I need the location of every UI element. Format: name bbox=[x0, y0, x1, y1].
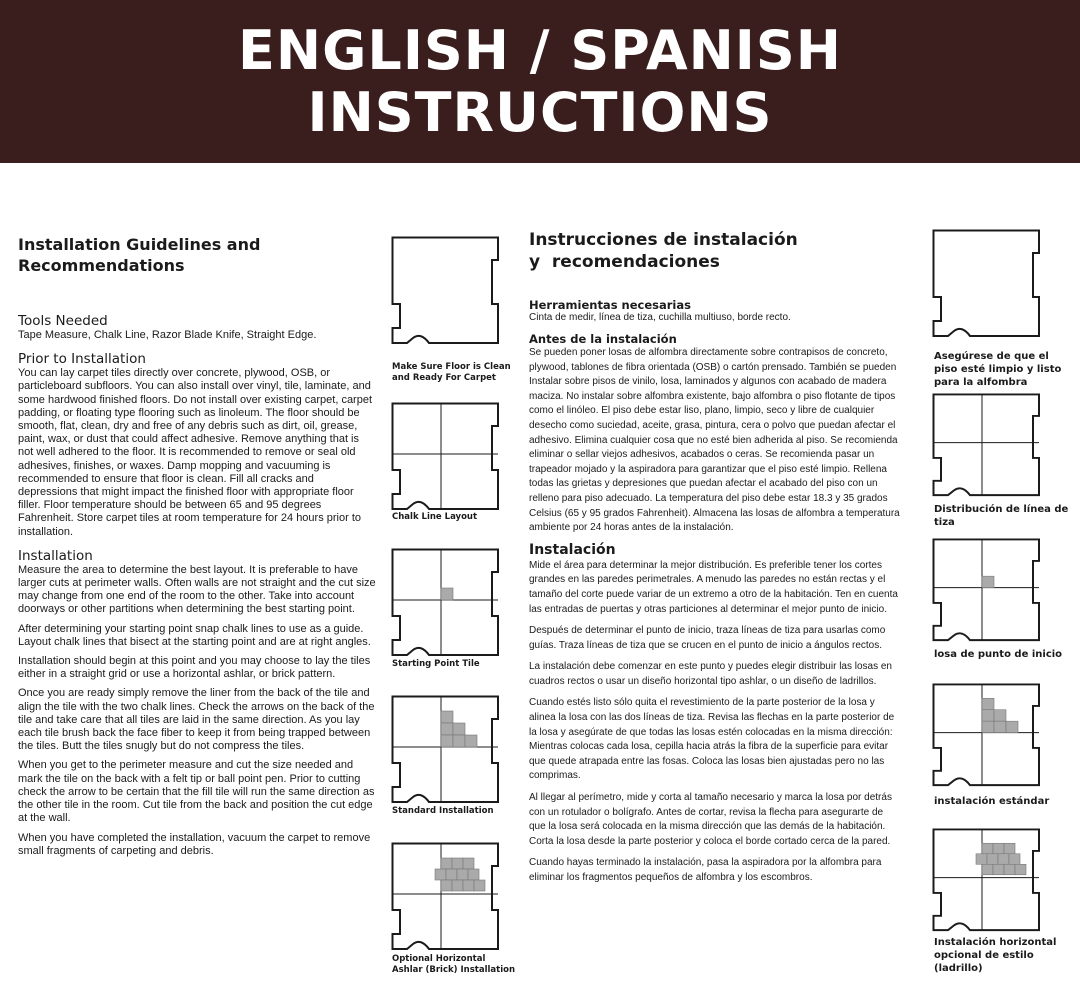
spanish-install-paragraph: Cuando estés listo sólo quita el revestimiento de la parte posterior de la losa y alinea la losa con las dos líneas de tiza. Revisa las flechas en la parte posterior de la losa y asegúrate de que todas las losas estén colocadas en la misma dirección: Mientras colocas cada losa, cepilla hacia atrás la fibra de la superficie para evitar que quede atrapada entre las fosas. Coloca las losas bien ajustadas pero no las comprimas. bbox=[529, 697, 895, 782]
spanish-title-line-2: y recomendaciones bbox=[529, 252, 720, 272]
floor-outline-icon bbox=[932, 229, 1042, 347]
english-install-paragraph: When you have completed the installation, vacuum the carpet to remove small fragments of carpeting and debris. bbox=[18, 831, 371, 857]
spanish-install-paragraph: Mide el área para determinar la mejor distribución. Es preferible tener los cortes grandes en las paredes perimetrales. A menudo las paredes no están rectas y el tamaño del corte puede variar de un extremo a otro de la habitación. Ten en cuenta las entradas de puertas y otras particiones al determinar el mejor punto de inicio. bbox=[529, 559, 898, 615]
spanish-install-paragraph: Cuando hayas terminado la instalación, pasa la aspiradora por la alfombra para eliminar los fragmentos pequeños de alfombra y los escombros. bbox=[529, 857, 882, 883]
caption-starting-tile-es: losa de punto de inicio bbox=[934, 649, 1063, 660]
english-prior-heading: Prior to Installation bbox=[18, 351, 146, 368]
english-instructions bbox=[18, 234, 376, 858]
caption-starting-tile: Starting Point Tile bbox=[392, 659, 480, 669]
header-banner bbox=[0, 0, 1080, 163]
starting-tile-icon bbox=[932, 538, 1042, 643]
spanish-install-paragraph: Después de determinar el punto de inicio, traza líneas de tiza para usarlas como guías. Traza líneas de tiza que se crucen en el punto de inicio a ángulos rectos. bbox=[529, 625, 886, 651]
chalk-line-icon bbox=[932, 393, 1042, 498]
caption-clean-floor-es: Asegúrese de que el piso esté limpio y listo para la alfombra bbox=[934, 351, 1062, 388]
spanish-install-paragraph: La instalación debe comenzar en este punto y puedes elegir distribuir las losas en cuadros rectos o usar un diseño horizontal tipo ashlar, o un diseño de ladrillos. bbox=[529, 661, 892, 687]
caption-standard-install: Standard Installation bbox=[392, 806, 494, 816]
english-prior-text: You can lay carpet tiles directly over concrete, plywood, OSB, or particleboard subfloors. You can also install over vinyl, tile, laminate, and some hardwood finished floors. Do not install over existing carpet, carpet padding, or floating type flooring such as linoleum. The floor should be smooth, flat, clean, dry and free of any debris such as dirt, oil, grease, paint, wax, or dust that could affect adhesive. Remove anything that is not well adhered to the floor. It is recommended to remove or seal old adhesives, finishes, or waxes. Damp mopping and vacuuming is recommended to ensure that floor is clean. Fill all cracks and depressions that might impact the finished floor with appropriate floor filler. Floor temperature should be between 65 and 95 degrees Fahrenheit. Store carpet tiles at room temperature for 24 hours prior to installation. bbox=[18, 367, 373, 538]
standard-install-icon bbox=[932, 683, 1042, 788]
caption-standard-install-es: instalación estándar bbox=[934, 796, 1050, 807]
floor-outline-icon bbox=[391, 236, 501, 346]
english-install-paragraph: After determining your starting point snap chalk lines to use as a guide. Layout chalk lines that bisect at the starting point and are at right angles. bbox=[18, 622, 371, 648]
caption-ashlar-install: Optional Horizontal Ashlar (Brick) Installation bbox=[392, 954, 515, 975]
chalk-line-icon bbox=[391, 402, 501, 512]
spanish-tools-heading: Herramientas necesarias bbox=[529, 298, 691, 312]
caption-clean-floor: Make Sure Floor is Clean and Ready For Carpet bbox=[392, 362, 511, 383]
english-tools-text: Tape Measure, Chalk Line, Razor Blade Knife, Straight Edge. bbox=[18, 329, 317, 341]
ashlar-install-icon bbox=[932, 828, 1042, 933]
english-install-paragraph: Measure the area to determine the best layout. It is preferable to have larger cuts at perimeter walls. Often walls are not straight and the cut size may change from one end of the room to the other. Take into account doorways or other partitions when determining the best starting point. bbox=[18, 563, 376, 616]
spanish-instructions bbox=[529, 229, 901, 886]
spanish-install-paragraph: Al llegar al perímetro, mide y corta al tamaño necesario y marca la losa por detrás con un rotulador o bolígrafo. Antes de cortar, revisa la flecha para asegurarte de que la losa será colocada en la misma dirección que las demás de la habitación. Corta la losa desde la parte posterior y coloca el borde cortado cerca de la pared. bbox=[529, 792, 892, 847]
standard-install-icon bbox=[391, 695, 501, 805]
caption-chalk-line: Chalk Line Layout bbox=[392, 512, 478, 522]
english-install-heading: Installation bbox=[18, 547, 93, 564]
banner-title-line-1: ENGLISH / SPANISH bbox=[238, 18, 842, 82]
english-install-paragraph: When you get to the perimeter measure and cut the size needed and mark the tile on the back with a felt tip or ball point pen. Prior to cutting check the arrow to be certain that the fill tile will run the same direction as the other tile in the room. Cut tile from the back and position the cut edge at the wall. bbox=[18, 759, 375, 825]
starting-tile-icon bbox=[391, 548, 501, 658]
english-install-paragraph: Installation should begin at this point and you may choose to lay the tiles either in a straight grid or use a horizontal ashlar, or brick pattern. bbox=[18, 655, 371, 681]
caption-ashlar-install-es: Instalación horizontal opcional de estilo (ladrillo) bbox=[934, 937, 1057, 974]
spanish-install-heading: Instalación bbox=[529, 541, 616, 558]
spanish-prior-heading: Antes de la instalación bbox=[529, 332, 677, 346]
spanish-prior-text: Se pueden poner losas de alfombra directamente sobre contrapisos de concreto, plywood, tablones de fibra orientada (OSB) o cartón prensado. También se pueden Instalar sobre pisos de vinilo, losa, laminados y algunos con acabado de madera maciza. No instalar sobre alfombra existente, bajo alfombra o piso flotante de tipos como el linóleo. El piso debe estar liso, plano, limpio, seco y libre de cualquier desecho como suciedad, aceite, grasa, pintura, cera o polvo que puedan afectar el adhesivo. Elimina cualquier cosa que no esté bien adherida al piso. Se recomienda eliminar o sellar viejos adhesivos, acabados o ceras. Se recomienda pasar un trapeador mojado y la aspiradora para garantizar que el piso esté limpio. Rellena todas las grietas y depresiones que puedan afectar el acabado del piso con un relleno para piso adecuado. La temperatura del piso debe estar 18.3 y 35 grados Celsius (65 y 95 grados Fahrenheit). Almacena las losas de alfombra a temperatura ambiente por 24 horas antes de la instalación. bbox=[529, 347, 900, 534]
ashlar-install-icon bbox=[391, 842, 501, 952]
spanish-title-line-1: Instrucciones de instalación bbox=[529, 230, 798, 250]
banner-title-line-2: INSTRUCTIONS bbox=[307, 80, 773, 144]
english-install-paragraph: Once you are ready simply remove the liner from the back of the tile and align the tile with the two chalk lines. Check the arrows on the back of the tile and take care that all tiles are laid in the same direction. As you lay each tile brush back the face fiber to keep it from being trapped between the tiles. Butt the tiles snugly but do not compress the tiles. bbox=[18, 687, 375, 753]
spanish-tools-text: Cinta de medir, línea de tiza, cuchilla multiuso, borde recto. bbox=[529, 312, 791, 323]
caption-chalk-line-es: Distribución de línea de tiza bbox=[934, 504, 1069, 528]
english-title: Installation Guidelines and Recommendations bbox=[18, 235, 261, 275]
english-tools-heading: Tools Needed bbox=[18, 313, 108, 329]
